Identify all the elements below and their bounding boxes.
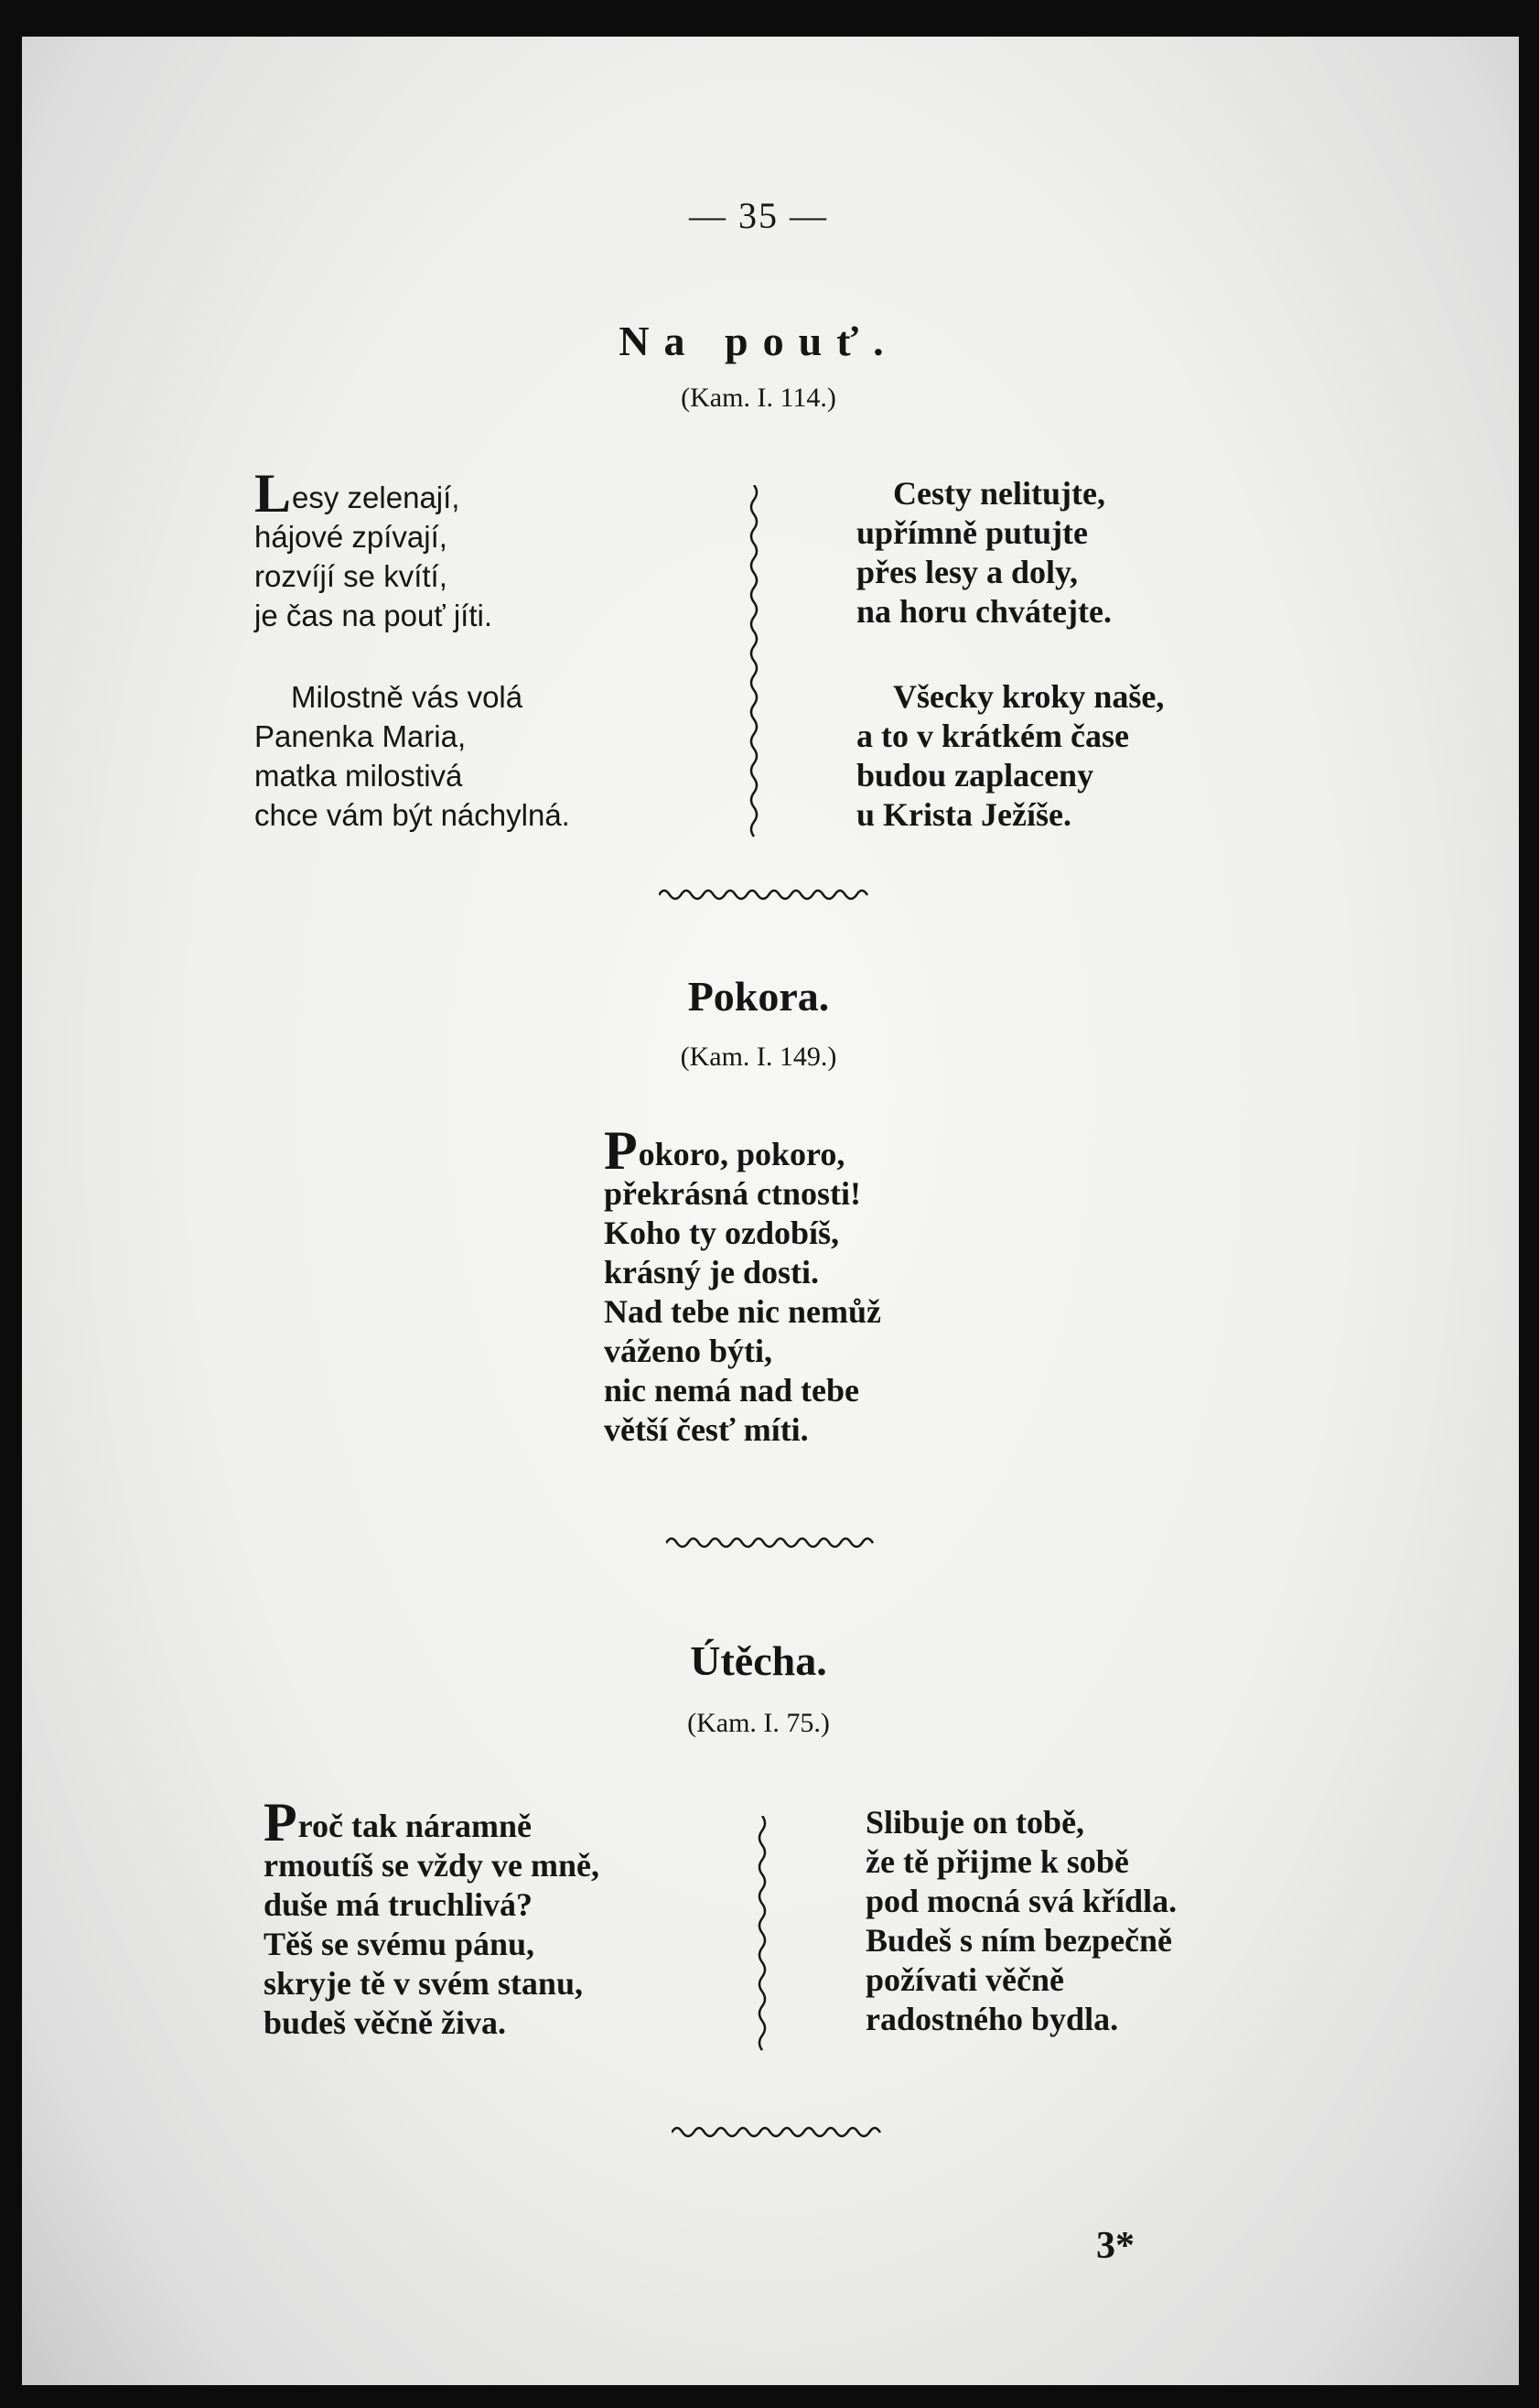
stanza-line: upřímně putujte xyxy=(856,514,1089,551)
stanza-line: překrásná ctnosti! xyxy=(604,1175,861,1212)
signature-mark: 3* xyxy=(1096,2225,1135,2267)
stanza-line: Koho ty ozdobíš, xyxy=(604,1215,840,1251)
stanza-line: krásný je dosti. xyxy=(604,1254,820,1290)
wavy-ornament xyxy=(659,884,869,902)
stanza xyxy=(254,677,570,835)
stanza-line: u Krista Ježíše. xyxy=(856,796,1071,833)
poem-source: (Kam. I. 149.) xyxy=(680,1042,837,1072)
poem-title-utecha: Útěcha. xyxy=(690,1637,827,1684)
book-page xyxy=(22,37,1519,2385)
stanza xyxy=(856,677,1164,835)
stanza-line: Slibuje on tobě, xyxy=(866,1804,1085,1841)
stanza-line: budeš věčně živa. xyxy=(264,2004,506,2041)
poem-title-na-pout: Na pouť. xyxy=(619,318,899,364)
poem-source: (Kam. I. 114.) xyxy=(681,383,836,413)
stanza-line: větší česť míti. xyxy=(604,1411,809,1448)
stanza xyxy=(856,474,1112,632)
stanza-line: Milostně vás volá xyxy=(291,680,523,714)
stanza-line: a to v krátkém čase xyxy=(856,718,1129,754)
brace-divider xyxy=(754,1816,770,2056)
stanza-line: Všecky kroky naše, xyxy=(893,678,1165,715)
stanza-line: radostného bydla. xyxy=(866,2001,1119,2037)
stanza xyxy=(254,463,493,635)
stanza-line: Pokoro, pokoro, xyxy=(604,1120,845,1181)
stanza-line: Cesty nelitujte, xyxy=(893,475,1105,512)
stanza-line: hájové zpívají, xyxy=(254,520,447,554)
stanza-line: rozvíjí se kvítí, xyxy=(254,559,447,593)
wavy-ornament xyxy=(672,2122,882,2140)
poem-title-pokora: Pokora. xyxy=(687,973,830,1020)
poem-source: (Kam. I. 75.) xyxy=(687,1708,830,1738)
stanza-line: Těš se svému pánu, xyxy=(264,1926,535,1962)
brace-divider xyxy=(746,485,762,842)
stanza-line: že tě přijme k sobě xyxy=(866,1843,1129,1880)
stanza-line: na horu chvátejte. xyxy=(856,593,1112,630)
stanza-line: skryje tě v svém stanu, xyxy=(264,1965,583,2002)
stanza-line: Panenka Maria, xyxy=(254,719,467,753)
drop-cap: L xyxy=(254,463,292,524)
page-number: — 35 — xyxy=(689,195,828,236)
stanza-line: pod mocná svá křídla. xyxy=(866,1883,1178,1919)
stanza-line: požívati věčně xyxy=(866,1961,1064,1998)
stanza-line: Budeš s ním bezpečně xyxy=(866,1922,1173,1959)
stanza-line: duše má truchlivá? xyxy=(264,1886,533,1923)
stanza-line: je čas na pouť jíti. xyxy=(254,599,493,632)
wavy-ornament xyxy=(666,1532,875,1550)
stanza-line: Proč tak náramně xyxy=(264,1792,532,1852)
stanza-line: váženo býti, xyxy=(604,1333,772,1369)
stanza xyxy=(604,1120,881,1450)
stanza xyxy=(264,1792,599,2043)
drop-cap: P xyxy=(604,1120,638,1181)
stanza xyxy=(866,1803,1177,2039)
stanza-line: matka milostivá xyxy=(254,759,463,793)
stanza-line: Lesy zelenají, xyxy=(254,463,460,524)
stanza-line: chce vám být náchylná. xyxy=(254,798,570,832)
stanza-line: nic nemá nad tebe xyxy=(604,1372,859,1409)
stanza-line: budou zaplaceny xyxy=(856,757,1094,794)
stanza-line: rmoutíš se vždy ve mně, xyxy=(264,1847,599,1884)
drop-cap: P xyxy=(264,1792,297,1852)
stanza-line: přes lesy a doly, xyxy=(856,554,1079,590)
stanza-line: Nad tebe nic nemůž xyxy=(604,1293,881,1330)
